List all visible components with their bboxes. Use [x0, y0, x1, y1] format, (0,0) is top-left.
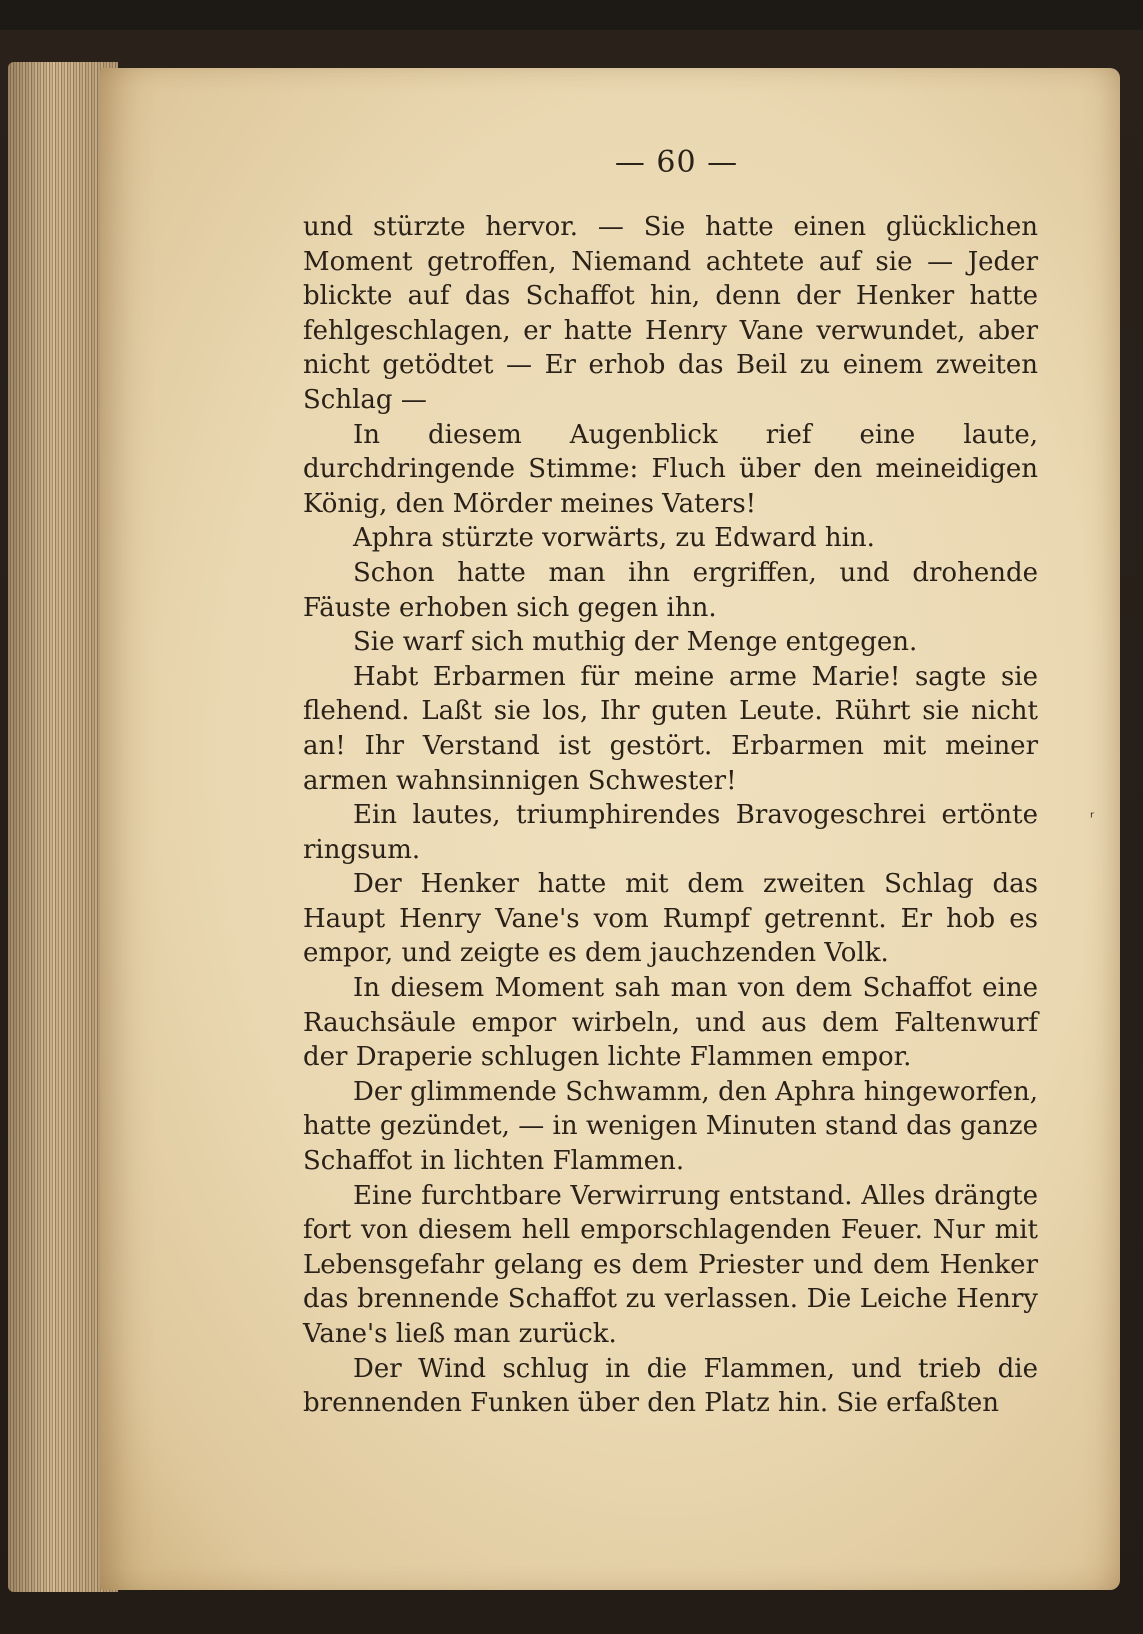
paragraph: Aphra stürzte vorwärts, zu Edward hin. — [353, 523, 875, 554]
page-number: — 60 — — [614, 145, 739, 180]
paragraph: und stürzte hervor. — Sie hatte einen glücklichen Moment getroffen, Niemand achtete auf sie — Jeder blickte auf das Schaffot hin, denn der Henker hatte fehlgeschlagen, er hatte Henry Vane verwundet, aber nicht getödtet — Er erhob das Beil zu einem zweiten Schlag — — [303, 212, 1038, 415]
paragraph: Der glimmende Schwamm, den Aphra hingeworfen, hatte gezündet, — in wenigen Minuten stand das ganze Schaffot in lichten Flammen. — [303, 1076, 1038, 1177]
paragraph: Ein lautes, triumphirendes Bravogeschrei ertönte ringsum. — [303, 800, 1038, 865]
margin-mark: ʳ — [1090, 808, 1095, 827]
paragraph: Schon hatte man ihn ergriffen, und drohende Fäuste erhoben sich gegen ihn. — [303, 557, 1038, 623]
paragraph: Der Henker hatte mit dem zweiten Schlag das Haupt Henry Vane's vom Rumpf getrennt. Er hob es empor, und zeigte es dem jauchzenden Volk. — [303, 869, 1038, 969]
paragraph: In diesem Augenblick rief eine laute, durchdringende Stimme: Fluch über den meineidigen König, den Mörder meines Vaters! — [303, 419, 1038, 519]
paragraph: Eine furchtbare Verwirrung entstand. Alles drängte fort von diesem hell emporschlagenden Feuer. Nur mit Lebensgefahr gelang es dem Priester und dem Henker das brennende Schaffot zu verlassen. Die Leiche Henry Vane's ließ man zurück. — [303, 1180, 1038, 1349]
body-text — [303, 210, 1038, 1421]
paragraph: In diesem Moment sah man von dem Schaffot eine Rauchsäule empor wirbeln, und aus dem Faltenwurf der Draperie schlugen lichte Flammen empor. — [303, 973, 1038, 1073]
paragraph: Sie warf sich muthig der Menge entgegen. — [353, 627, 918, 658]
paragraph: Der Wind schlug in die Flammen, und trieb die brennenden Funken über den Platz hin. Sie erfaßten — [303, 1353, 1038, 1419]
paragraph: Habt Erbarmen für meine arme Marie! sagte sie flehend. Laßt sie los, Ihr guten Leute. Rührt sie nicht an! Ihr Verstand ist gestört. Erbarmen mit meiner armen wahnsinnigen Schwester! — [303, 661, 1038, 796]
